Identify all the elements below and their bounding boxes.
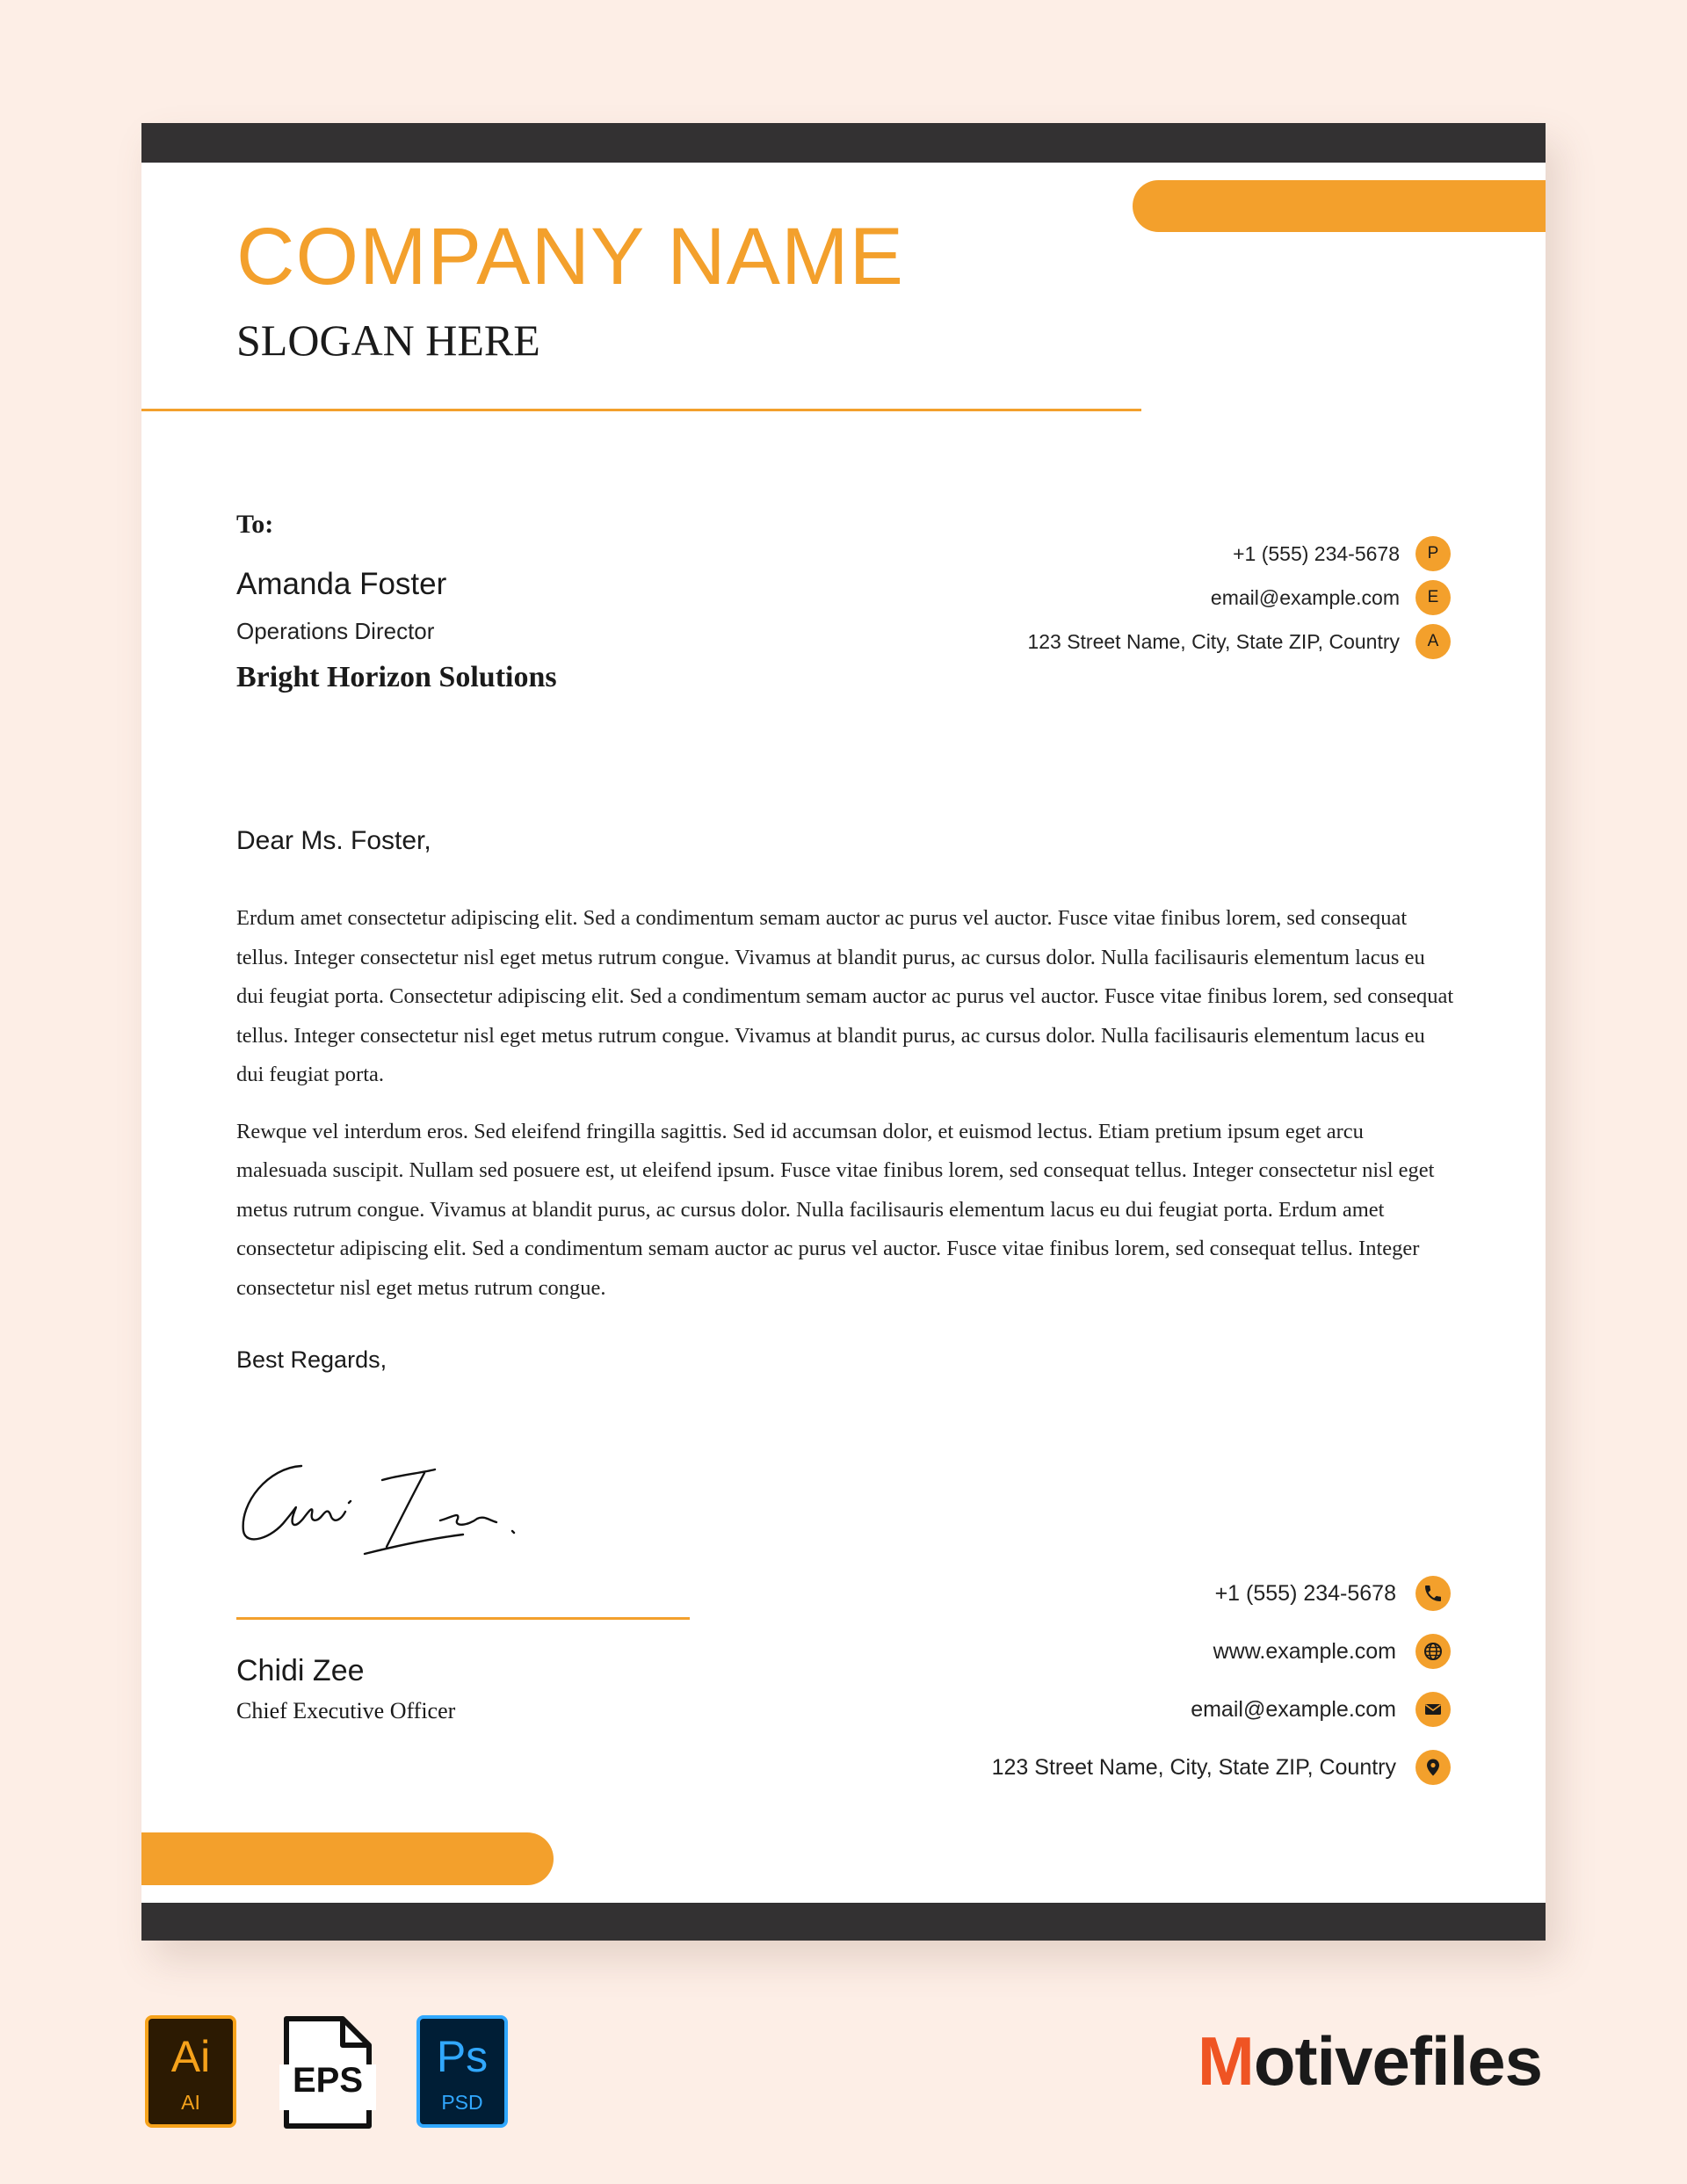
letter-body	[236, 899, 1458, 1325]
letterhead-page	[141, 123, 1546, 1941]
salutation: Dear Ms. Foster,	[236, 826, 431, 855]
globe-icon	[1415, 1634, 1451, 1669]
motivefiles-logo	[1198, 2021, 1542, 2101]
to-label: To:	[236, 510, 274, 539]
illustrator-icon-mark: Ai	[170, 2032, 211, 2081]
phone-icon	[1415, 1576, 1451, 1611]
contact-email-text: email@example.com	[1210, 585, 1400, 609]
top-dark-bar	[141, 123, 1546, 163]
envelope-icon	[1415, 1692, 1451, 1727]
eps-icon-label: EPS	[292, 2061, 364, 2100]
footer-contact-list	[992, 1564, 1451, 1796]
footer-phone	[992, 1564, 1451, 1622]
eps-file-icon	[279, 2015, 376, 2130]
signature-divider	[236, 1617, 690, 1620]
contact-address	[1027, 620, 1451, 664]
closing: Best Regards,	[236, 1346, 387, 1373]
illustrator-file-icon	[145, 2015, 236, 2128]
bottom-dark-bar	[141, 1903, 1546, 1941]
footer-phone-text: +1 (555) 234-5678	[1214, 1580, 1396, 1606]
photoshop-icon-mark: Ps	[436, 2032, 489, 2081]
footer-email-text: email@example.com	[1191, 1696, 1396, 1722]
body-paragraph-1: Erdum amet consectetur adipiscing elit. Sed a condimentum semam auctor ac purus vel auctor. Fusce vitae finibus lorem, sed consequat tellus. Integer consectetur nisl eget metus rutrum congue. Vivamus at blandit purus, ac cursus dolor. Nulla facilisauris elementum lacus eu dui feugiat porta. Consectetur adipiscing elit. Sed a condimentum semam auctor ac purus vel auctor. Fusce vitae finibus lorem, sed consequat tellus. Integer consectetur nisl eget metus rutrum congue. Vivamus at blandit purus, ac cursus dolor. Nulla facilisauris elementum lacus eu dui feugiat porta.	[236, 906, 1454, 1086]
recipient-title: Operations Director	[236, 618, 435, 644]
sender-contact-list	[1027, 532, 1451, 664]
footer-email	[992, 1680, 1451, 1738]
company-name: COMPANY NAME	[236, 212, 905, 301]
illustrator-icon-label: AI	[181, 2091, 200, 2114]
email-letter-badge: E	[1415, 580, 1451, 615]
location-pin-icon	[1415, 1750, 1451, 1785]
logo-wordmark: otivefiles	[1253, 2022, 1542, 2100]
address-letter-badge: A	[1415, 624, 1451, 659]
photoshop-file-icon	[416, 2015, 508, 2128]
signature-image	[233, 1450, 523, 1564]
top-accent-pill	[1133, 180, 1546, 232]
recipient-name: Amanda Foster	[236, 567, 447, 601]
photoshop-icon-label: PSD	[441, 2091, 483, 2114]
signer-title: Chief Executive Officer	[236, 1698, 456, 1723]
contact-address-text: 123 Street Name, City, State ZIP, Country	[1027, 629, 1400, 653]
body-paragraph-2: Rewque vel interdum eros. Sed eleifend fringilla sagittis. Sed id accumsan dolor, et euismod lectus. Etiam pretium ipsum eget arcu malesuada suscipit. Nullam sed posuere est, ut eleifend ipsum. Fusce vitae finibus lorem, sed consequat tellus. Integer consectetur nisl eget metus rutrum congue. Vivamus at blandit purus, ac cursus dolor. Nulla facilisauris elementum lacus eu dui feugiat porta. Erdum amet consectetur adipiscing elit. Sed a condimentum semam auctor ac purus vel auctor. Fusce vitae finibus lorem, sed consequat tellus. Integer consectetur nisl eget metus rutrum congue.	[236, 1119, 1435, 1300]
signer-name: Chidi Zee	[236, 1654, 365, 1687]
contact-phone-text: +1 (555) 234-5678	[1233, 541, 1400, 565]
phone-letter-badge: P	[1415, 536, 1451, 571]
header-divider	[141, 409, 1141, 411]
footer-website	[992, 1622, 1451, 1680]
contact-phone	[1027, 532, 1451, 576]
recipient-company: Bright Horizon Solutions	[236, 661, 557, 693]
footer-website-text: www.example.com	[1213, 1638, 1396, 1664]
contact-email	[1027, 576, 1451, 620]
footer-address	[992, 1738, 1451, 1796]
footer-address-text: 123 Street Name, City, State ZIP, Country	[991, 1754, 1396, 1780]
bottom-accent-pill	[141, 1832, 554, 1885]
logo-mark: M	[1197, 2022, 1254, 2100]
slogan: SLOGAN HERE	[236, 316, 540, 365]
